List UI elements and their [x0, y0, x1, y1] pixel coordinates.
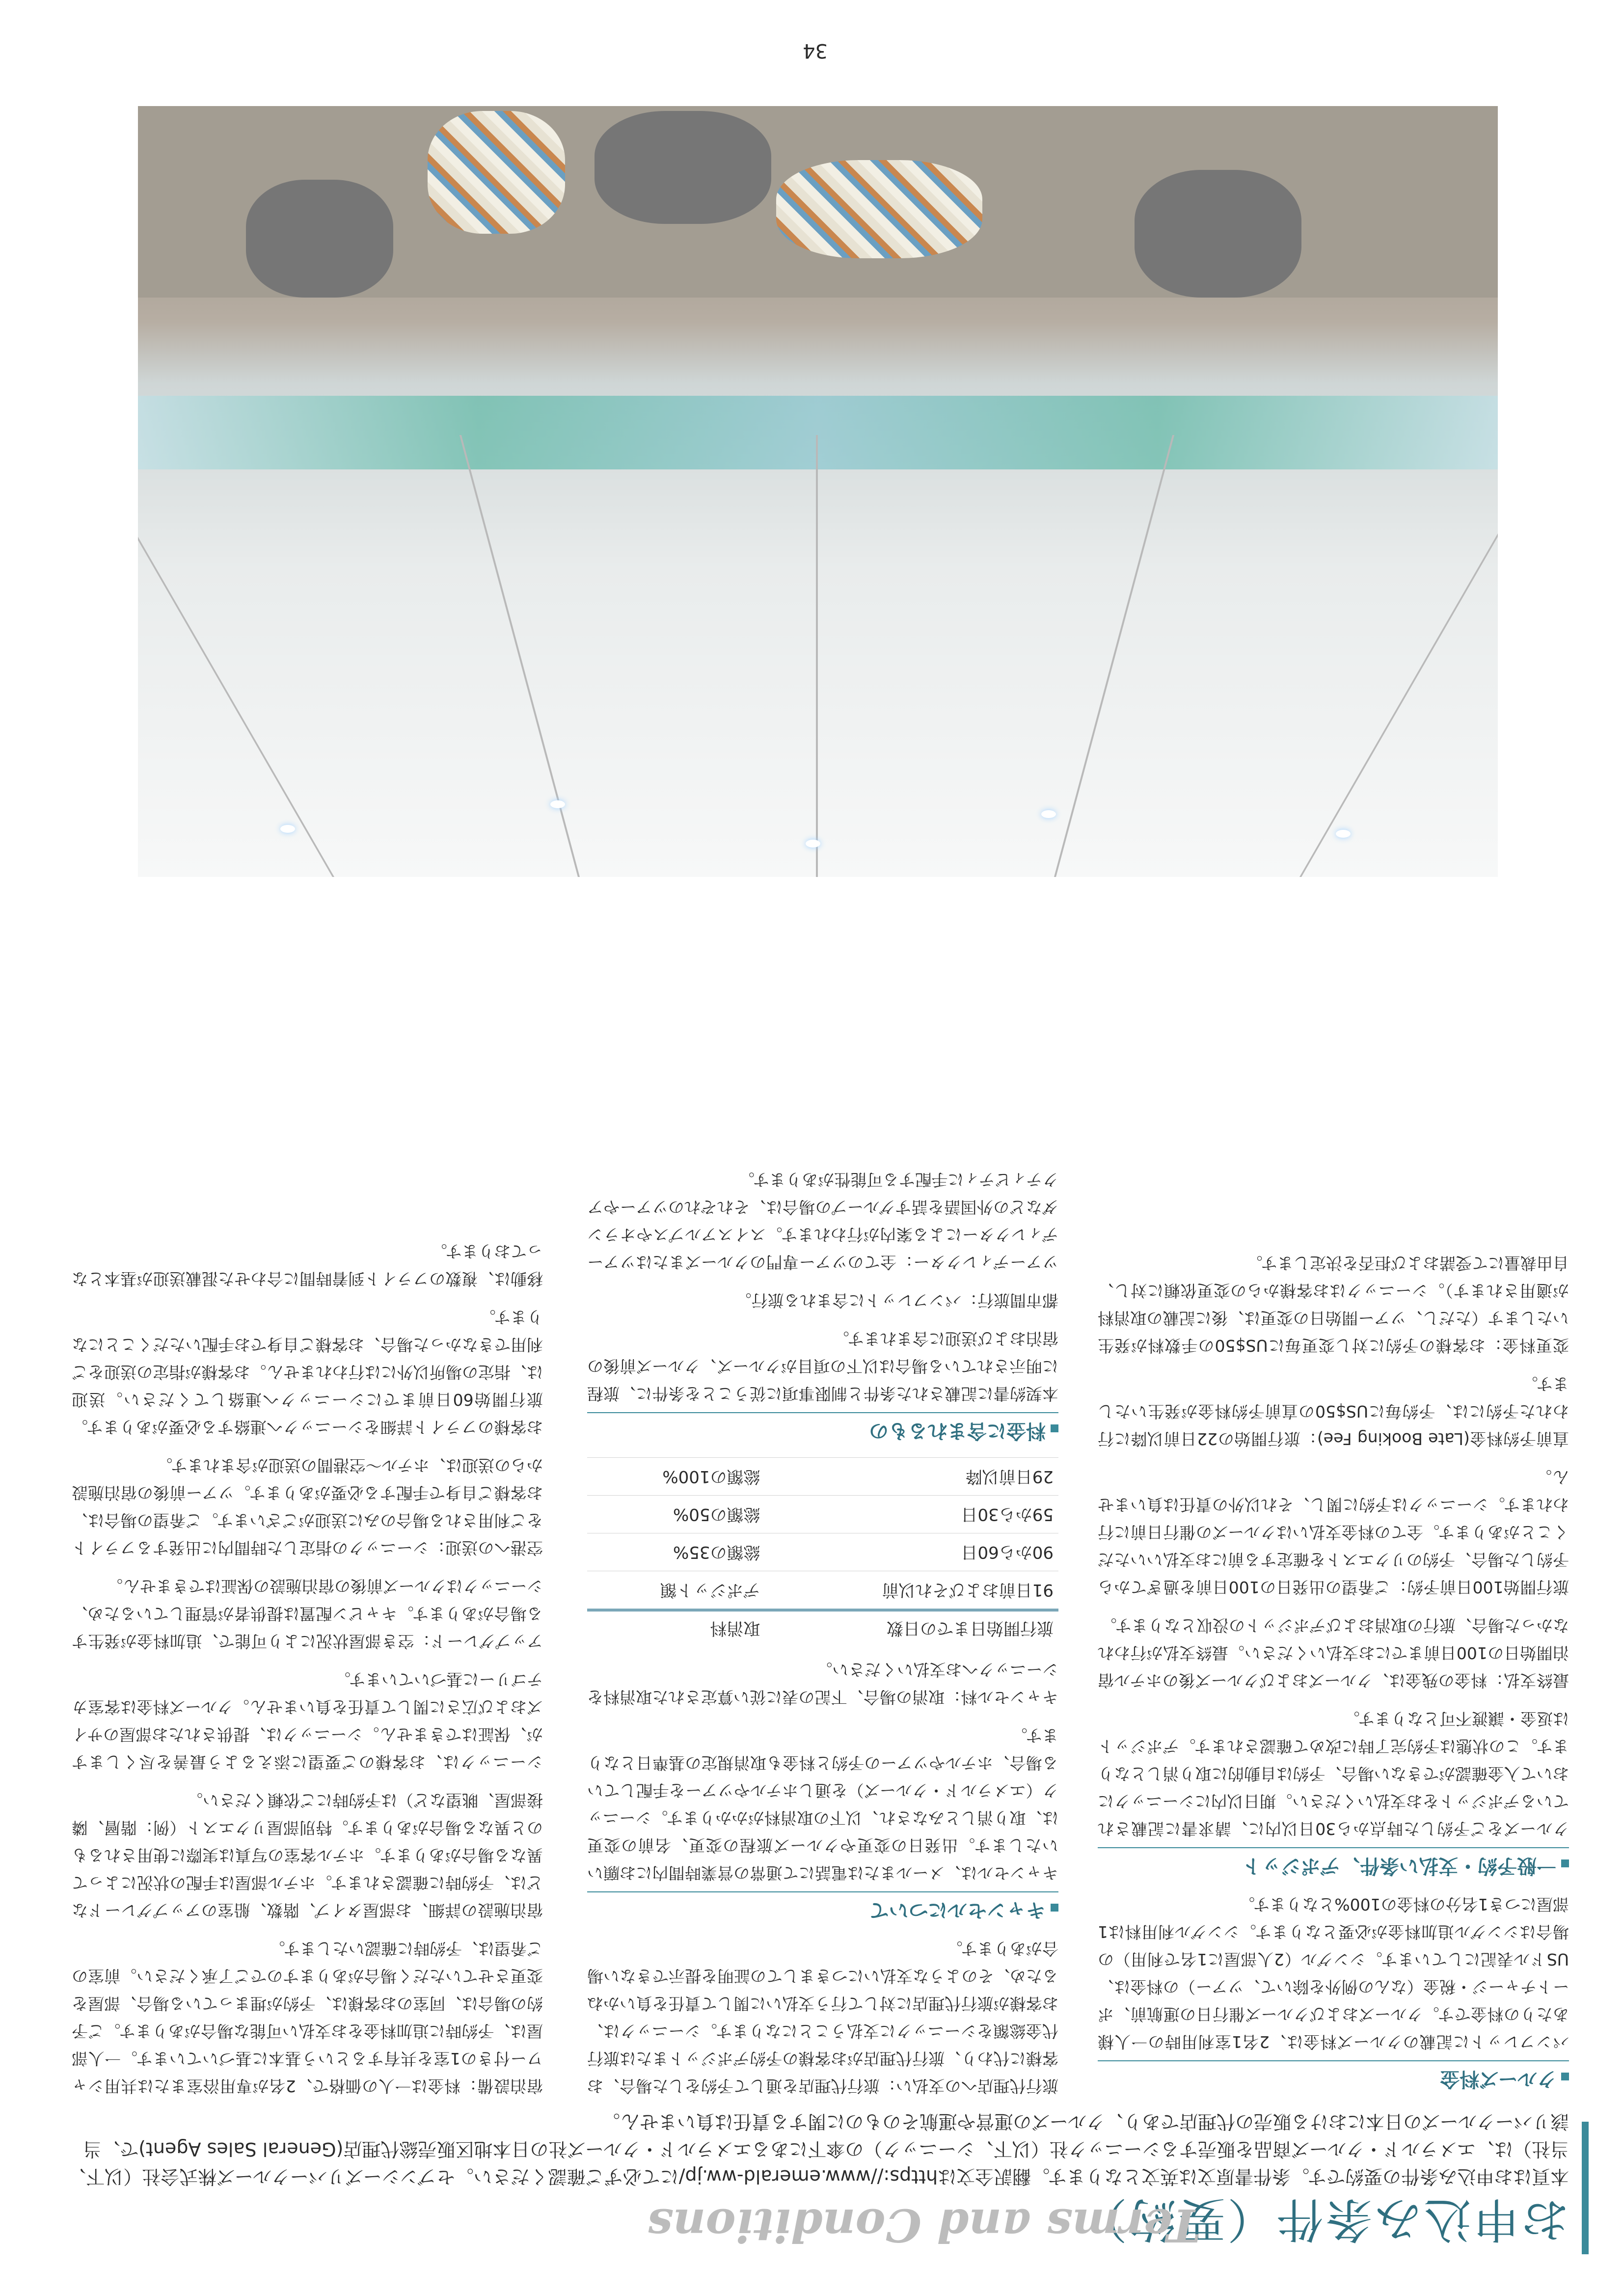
- table-cell: 59から30日: [765, 1496, 1058, 1533]
- section-heading-label: クルーズ料金: [1440, 2068, 1556, 2090]
- table-cell: 91日前およびそれ以前: [765, 1571, 1058, 1611]
- paragraph: 宿泊施設の詳細、お部屋タイプ、階数、船室のアップグレードなどは、予約時に確認されます。ホテル部屋は手配の状況によって異なる場合があります。ホテル客室の写真は実際に使用されるものと異なる場合があります。特別部屋リクエスト（例：階層、隣接部屋、眺望など）は予約時にご依頼ください。: [72, 1791, 543, 1920]
- paragraph: ツアーディレクター：全てのツアー専門のクルーズまたはツアーディレクターによる案内が行われます。スイスアルプスやオランダなどの外国語を話すグループの場合は、それぞれのツアーやアクティビティに手配する可能性があります。: [587, 1170, 1058, 1272]
- table-cell: 総額の35%: [587, 1533, 765, 1571]
- paragraph: 宿泊設備：料金は一人の価格で、2名が専用浴室または共用シャワー付きの1室を共有するという基本に基づいています。一人部屋は、予約時に追加料金をお支払い可能な場合があります。ご予約の場合は、同室のお客様は、予約が埋まっている場合、部屋を変更させていただく場合がありますのでご了承ください。前室のご希望は、予約時に確認いたします。: [72, 1939, 543, 2096]
- paragraph: 旅行代理店への支払い：旅行代理店を通して予約をした場合、お客様に代わり、旅行代理店がお客様の予約デポジットまたは旅行代金総額をシーニックに支払うことになります。シーニックは、お客様が旅行代理店に対して行う支払いに関して責任を負いかねるため、そのような支払いにつきましての証明を提示できない場合があります。: [587, 1939, 1058, 2096]
- heading-marker: [1051, 1904, 1058, 1912]
- floor-seam: [138, 435, 334, 877]
- table-cell: 29日前以降: [765, 1458, 1058, 1496]
- floor-light: [1041, 810, 1056, 818]
- floor-light: [1336, 830, 1351, 838]
- paragraph: キャンセル料：取消の場合、下記の表に従い算定された取消料をシーニックへお支払いください。: [587, 1660, 1058, 1707]
- cancellation-fee-table: [587, 1457, 1058, 1645]
- hanging-pod: [428, 111, 565, 234]
- table-cell: デポジット額: [587, 1571, 765, 1611]
- table-header-cell: 取消料: [587, 1610, 765, 1645]
- floor-seam: [1299, 435, 1498, 877]
- paragraph: シーニックは、お客様のご要望に添えるよう最善を尽くしますが、保証はできません。シーニックは、提供されたお部屋のサイズおよび広さに関して責任を負いません。クルーズ料金は客室カテゴリーに基づいています。: [72, 1670, 543, 1772]
- paragraph: 空港への送迎：シーニックの指定した時間内に出発するフライトをご利用される場合のみに送迎がございます。ご希望の場合は、お客様ご自身で手配する必要があります。ツアー前後の宿泊施設からの送迎は、ホテル〜空港間の送迎が含まれます。: [72, 1456, 543, 1558]
- table-cell: 総額の50%: [587, 1496, 765, 1533]
- column-2: [587, 1155, 1058, 2100]
- heading-marker: [1561, 1859, 1569, 1867]
- lounge-photo: [138, 106, 1498, 877]
- floor-light: [806, 840, 820, 847]
- paragraph: 変更料金：お客様の予約に対し変更毎にUS$50の手数料が発生いたします（ただし、ツアー開始日の変更は、後に記載の取消料が適用されます）。シーニックはお客様からの変更依頼に対し、自由裁量にて受諾および拒否を決定します。: [1098, 1254, 1569, 1355]
- column-1: [1098, 1238, 1569, 2100]
- paragraph: パンフレットに記載のクルーズ料金は、2名1室利用時の一人様あたりの料金です。クルーズおよびクルーズ催行日の運航前、ポートチャージ・税金（なんの例外を除いて、ツアー）の料金は、USドル表記にしています。シングル（2人部屋に1名で利用）の場合はシングル追加料金が必要となります。シングル利用料は1部屋につき1名分の料金の100%となります。: [1098, 1895, 1569, 2051]
- hanging-pod: [595, 111, 771, 224]
- table-row: [587, 1496, 1058, 1533]
- table-row: [587, 1571, 1058, 1611]
- section-heading-label: キャンセルについて: [869, 1899, 1046, 1921]
- column-3: [72, 1227, 543, 2100]
- section-heading: [1098, 1847, 1569, 1880]
- section-heading-label: 料金に含まれるもの: [869, 1420, 1046, 1442]
- table-cell: 90から60日: [765, 1533, 1058, 1571]
- floor-seam: [816, 435, 818, 877]
- paragraph: 最終支払：料金の残金は、クルーズおよびクルーズ後のホテル宿泊開始日の100日前までにお支払いください。最終支払が行われなかった場合、旅行の取消およびデポジットの没収となります。: [1098, 1616, 1569, 1690]
- table-row: [587, 1533, 1058, 1571]
- window-band: [138, 396, 1498, 469]
- section-heading: [587, 1412, 1058, 1445]
- paragraph: クルーズをご予約した時点から30日以内に、請求書に記載されているデポジットをお支払いください。期日以内にシーニックにおいて入金確認ができない場合、予約は自動的に取り消しとなります。この状態は予約完了時に改めて確認されます。デポジットは返金・譲渡不可となります。: [1098, 1709, 1569, 1838]
- floor-seam: [1054, 435, 1174, 877]
- floor-light: [280, 825, 295, 833]
- section-heading-label: 一般予約・支払い条件、デポジット: [1242, 1855, 1556, 1877]
- table-cell: 総額の100%: [587, 1458, 765, 1496]
- hanging-pod: [1135, 170, 1301, 298]
- intro-text: 本頁はお申込み条件の要約です。条件書原文は英文となります。翻訳全文はhttps://www.emerald-ww.jp/にて必ずご確認ください。セブンシーズリバークルーズ株式会社（以下、当社）は、エメラルド・クルーズ商品を販売するシーニック社（以下、シーニック）の傘下にあるエメラルド・クルーズ社の日本地区販売総代理店(General Sales Agent)で、当該リバークルーズの日本における販売の代理店であり、クルーズの運営や運航そのものに関する責任は負いません。: [67, 2111, 1569, 2187]
- hanging-pod: [776, 160, 982, 258]
- page-number: 34: [803, 39, 828, 62]
- paragraph: アップグレード：空き部屋状況により可能で、追加料金が発生する場合があります。キャビン配置は提供者が管理しているため、シーニックはクルーズ前後の宿泊施設の保証はできません。: [72, 1577, 543, 1651]
- paragraph: 旅行開始100日前予約：ご希望の出発日の100日前を過ぎてから予約した場合、予約のリクエストを確定する前にお支払いいただくことがあります。全ての料金支払いはクルーズの催行日前に行われます。シーニックは予約に関し、それ以外の責任は負いません。: [1098, 1468, 1569, 1597]
- table-header-row: [587, 1610, 1058, 1645]
- hanging-pod: [246, 180, 393, 298]
- header-accent-bar: [1582, 2122, 1589, 2254]
- paragraph: 本契約書に記載された条件と制限事項に従うことを条件に、旅程に明示されている場合は以下の項目がクルーズ、クルーズ前後の宿泊および送迎に含まれます。: [587, 1329, 1058, 1403]
- floor-light: [550, 800, 565, 808]
- heading-marker: [1051, 1424, 1058, 1432]
- paragraph: 都市間旅行：パンフレットに含まれる旅行。: [735, 1291, 1058, 1310]
- floor-seam: [460, 435, 580, 877]
- table-row: [587, 1458, 1058, 1496]
- section-heading: [587, 1891, 1058, 1924]
- page-title: お申込み条件（要約）: [1078, 2192, 1569, 2247]
- page-subtitle: Terms and Conditions: [647, 2199, 1201, 2252]
- table-header-cell: 旅行開始日までの日数: [765, 1610, 1058, 1645]
- paragraph: キャンセルは、メールまたは電話にて通常の営業時間内にお願いいたします。出発日の変更やクルーズ旅程の変更、名前の変更は、取り消しとみなされ、以下の取消料がかかります。シーニック（エメラルド・クルーズ）を通しホテルやツアーを手配している場合、ホテルやツアーの予約と料金も取消規定の基準日となります。: [587, 1726, 1058, 1883]
- paragraph: 直前予約料金(Late Booking Fee)：旅行開始の22日前以降に行われた予約には、予約毎にUS$50の直前予約料金が発生いたします。: [1098, 1374, 1569, 1449]
- paragraph: お客様のフライト詳細をシーニックへ連絡する必要があります。旅行開始60日前までにシーニックへ連絡してください。送迎は、指定の場所以外には行われません。お客様が指定の送迎をご利用できなかった場合、お客様ご自身でお手配いただくことになります。: [72, 1308, 543, 1437]
- section-heading: [1098, 2060, 1569, 2093]
- paragraph: 移動は、複数のフライト到着時間に合わせた混載送迎が基本となっております。: [72, 1242, 543, 1288]
- heading-marker: [1561, 2073, 1569, 2080]
